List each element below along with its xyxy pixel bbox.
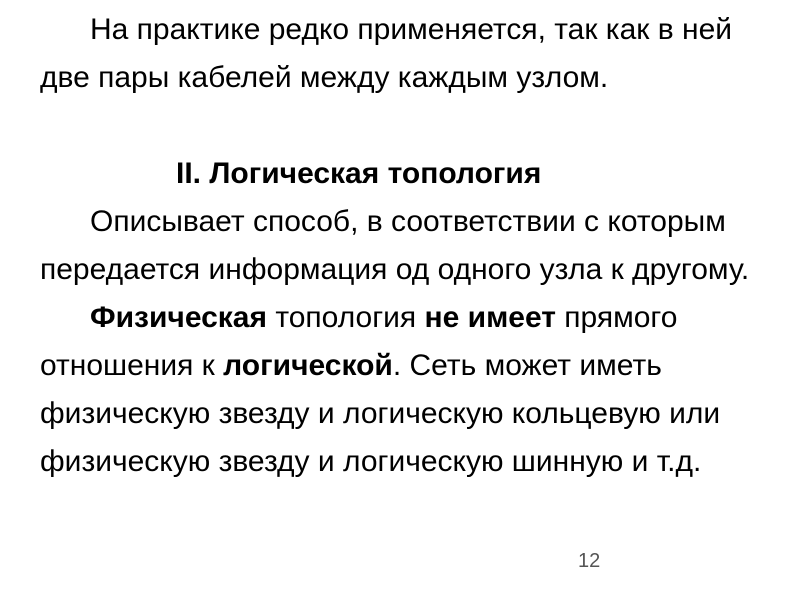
paragraph-spacer [40, 102, 790, 150]
paragraph-logical-topology-definition: Описывает способ, в соответствии с которым передается информация од одного узла к другому. [40, 205, 750, 286]
emphasis-not-related: не имеет [424, 301, 556, 334]
paragraph-physical-vs-logical [40, 294, 790, 486]
paragraph-text-segment: . Сеть может иметь физическую звезду и логическую кольцевую или физическую звезду и логическую шинную и т.д. [40, 349, 721, 478]
section-heading-logical-topology: II. Логическая топология [176, 157, 542, 190]
paragraph-text-segment: топология [267, 301, 425, 334]
slide-text-body [40, 6, 790, 486]
paragraph-text-segment: прямого отношения к [40, 301, 678, 382]
term-physical: Физическая [90, 301, 267, 334]
paragraph-application-note: На практике редко применяется, так как в ней две пары кабелей между каждым узлом. [40, 13, 733, 94]
term-logical: логической [223, 349, 393, 382]
page-number: 12 [578, 550, 601, 572]
